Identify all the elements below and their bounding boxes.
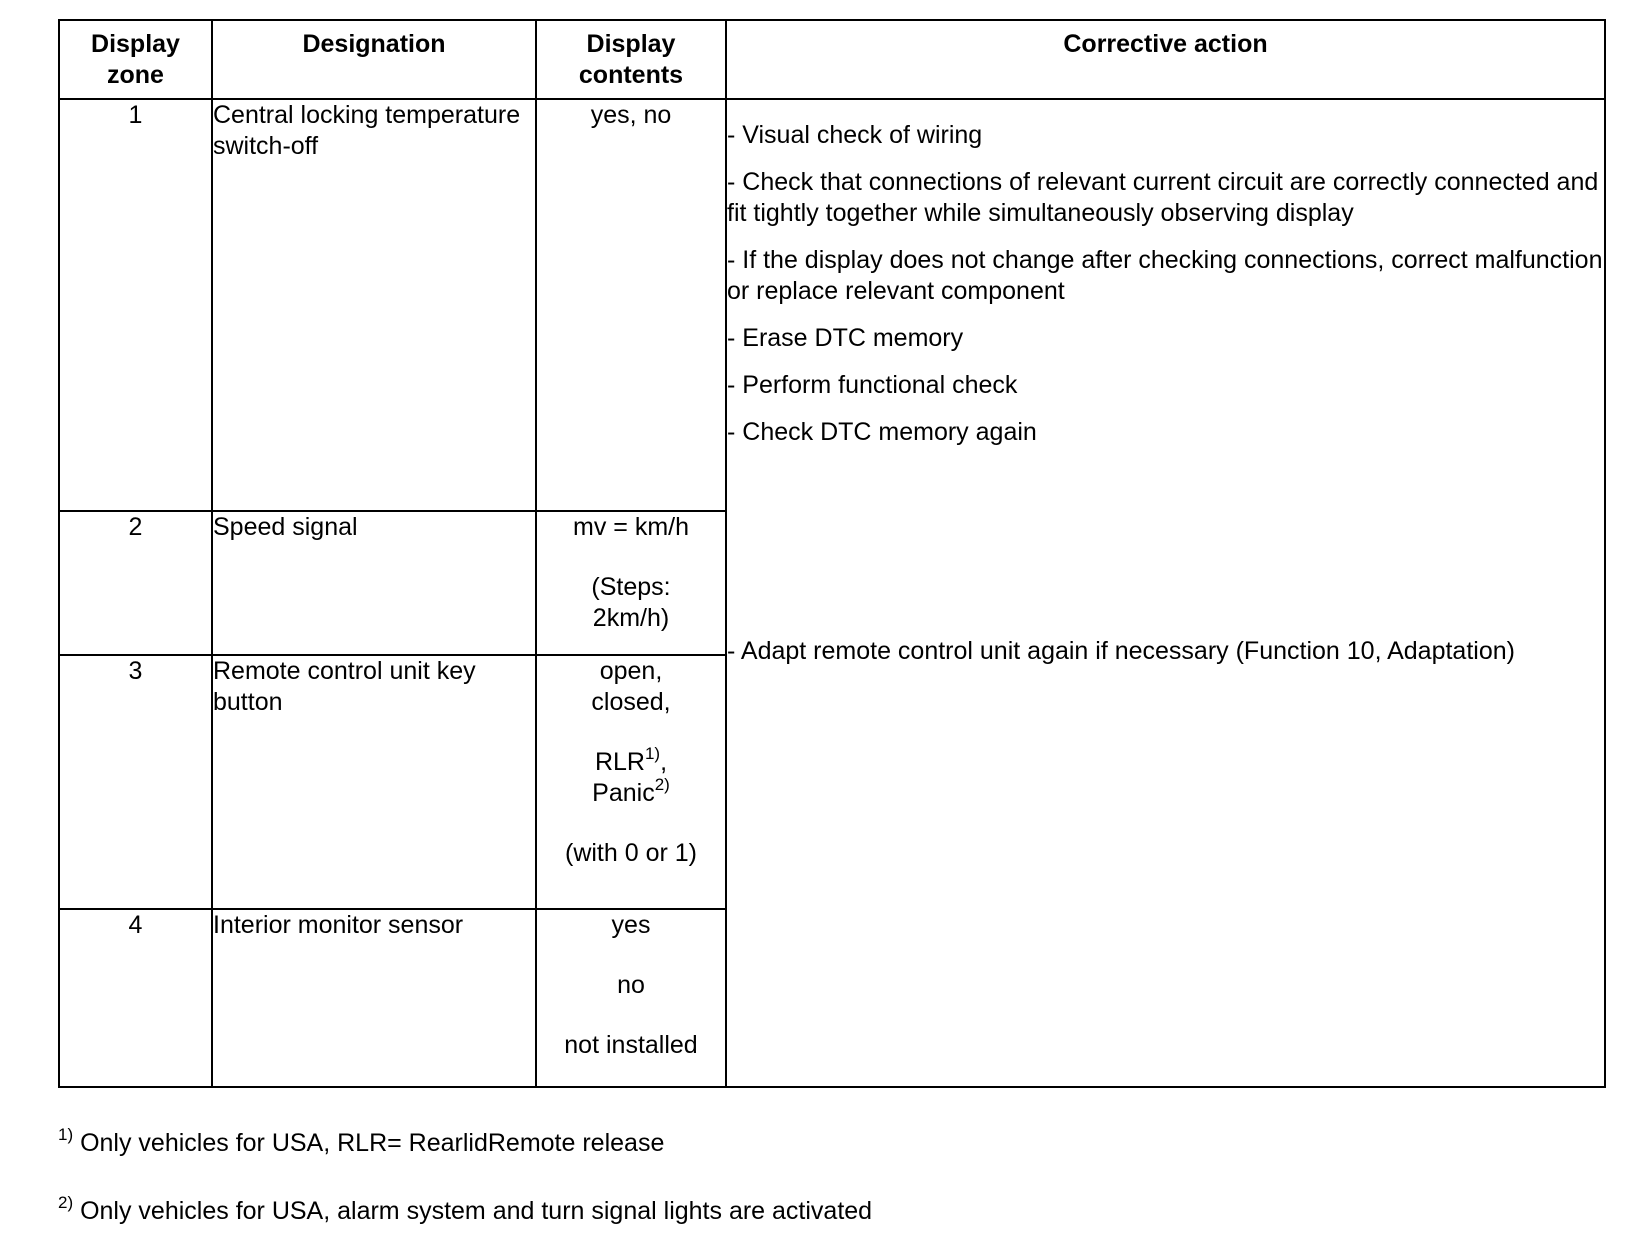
zone-cell: 2 [59,511,212,655]
contents-value: open, closed, [591,657,671,716]
contents-value-rlr [537,744,725,778]
header-display-contents: Display contents [536,20,726,99]
contents-value: (Steps: 2km/h) [591,573,671,632]
footnote-2 [58,1193,873,1227]
footnote-ref: 2) [654,775,670,794]
contents-value: yes [611,911,651,939]
action-item: - Visual check of wiring [727,121,983,149]
action-item: - Perform functional check [727,371,1018,399]
header-display-zone: Display zone [59,20,212,99]
corrective-action-cell [726,99,1605,1087]
footnote-text: Only vehicles for USA, alarm system and turn signal lights are activated [80,1197,873,1225]
footnote-marker: 1) [58,1125,74,1144]
dtc-display-table [58,19,1606,1088]
footnote-ref: 1) [644,744,661,763]
footnote-text: Only vehicles for USA, RLR= RearlidRemote release [80,1129,665,1157]
table-row [59,99,1605,511]
designation-cell: Central locking temperature switch-off [212,99,536,511]
zone-cell: 4 [59,909,212,1087]
action-item-adapt: - Adapt remote control unit again if necessary (Function 10, Adaptation) [727,637,1515,665]
contents-cell [536,511,726,655]
designation-cell: Interior monitor sensor [212,909,536,1087]
contents-value: not installed [564,1031,698,1059]
footnote-marker: 2) [58,1193,74,1212]
contents-value: no [617,971,645,999]
header-designation: Designation [212,20,536,99]
header-corrective-action: Corrective action [726,20,1605,99]
designation-cell: Speed signal [212,511,536,655]
zone-cell: 1 [59,99,212,511]
contents-panic: Panic [592,779,655,807]
contents-value: (with 0 or 1) [565,839,697,867]
contents-value: mv = km/h [573,513,689,541]
contents-value-panic [537,775,725,809]
action-item: - Check DTC memory again [727,418,1037,446]
contents-rlr: RLR [594,748,645,776]
contents-cell [536,655,726,909]
zone-cell: 3 [59,655,212,909]
contents-cell [536,909,726,1087]
action-item: - If the display does not change after checking connections, correct malfunction or replace relevant component [727,246,1603,305]
table-header-row [59,20,1605,99]
contents-comma: , [660,748,668,776]
action-item: - Check that connections of relevant current circuit are correctly connected and fit tightly together while simultaneously observing display [727,168,1599,227]
contents-cell [536,99,726,511]
contents-value: yes, no [590,101,672,129]
footnote-1 [58,1125,665,1159]
action-item: - Erase DTC memory [727,324,964,352]
designation-cell: Remote control unit key button [212,655,536,909]
